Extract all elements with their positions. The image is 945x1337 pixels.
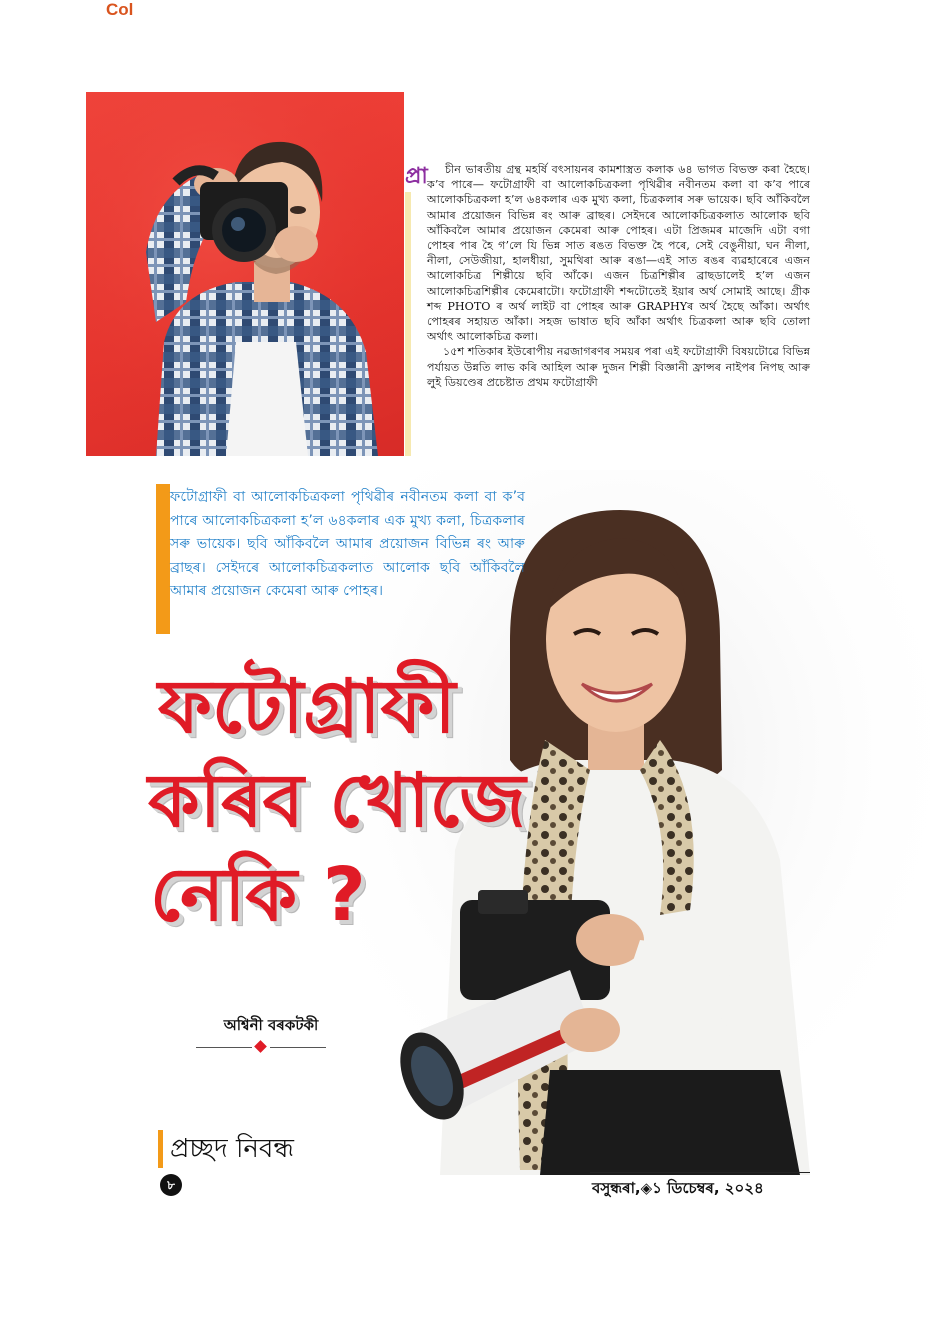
photographer-photo xyxy=(86,92,404,456)
corner-mark: Col xyxy=(106,0,134,19)
article-body xyxy=(427,162,810,390)
author-byline: অশ্বিনী বৰকটকী xyxy=(223,1016,319,1034)
footer-issue-date: বসুন্ধৰা,◈১ ডিচেম্বৰ, ২০২৪ xyxy=(592,1179,764,1197)
byline-rule-right xyxy=(270,1047,326,1048)
byline-rule-left xyxy=(196,1047,252,1048)
headline xyxy=(148,660,528,942)
pull-quote-bar xyxy=(156,484,170,634)
byline-diamond xyxy=(254,1040,267,1053)
pull-quote: ফটোগ্ৰাফী বা আলোকচিত্ৰকলা পৃথিৱীৰ নবীনতম কলা বা ক’ব পাৰে আলোকচিত্ৰকলা হ’ল ৬৪কলাৰ এক মুখ্য কলা, চিত্ৰকলাৰ সৰু ভায়েক। ছবি আঁকিবলৈ আমাৰ প্ৰয়োজন বিভিন্ন ৰং আৰু ব্ৰাছৰ। সেইদৰে আলোকচিত্ৰকলাত আলোক ছবি আঁকিবলৈ আমাৰ প্ৰয়োজন কেমেৰা আৰু পোহৰ। xyxy=(170,489,525,599)
section-label-bar xyxy=(158,1130,163,1168)
body-paragraph: ১৫শ শতিকাৰ ইউৰোপীয় নৱজাগৰণৰ সময়ৰ পৰা এই ফটোগ্ৰাফী বিষয়টোৱে বিভিন্ন পৰ্যায়ত উন্নতি লাভ কৰি আহিল আৰু দুজন শিল্পী বিজ্ঞানী ফ্ৰান্সৰ নাইপৰ নিপছ আৰু লুই ডিয়ণ্ডেৰ প্ৰচেষ্টাত প্ৰথম ফটোগ্ৰাফী xyxy=(427,345,810,389)
accent-rule xyxy=(405,164,411,456)
section-label: প্ৰচ্ছদ নিবন্ধ xyxy=(170,1134,294,1164)
headline-line-1: ফটোগ্ৰাফী xyxy=(158,664,456,750)
headline-line-3: নেকি ? xyxy=(150,852,366,938)
page-number: ৮ xyxy=(160,1174,182,1196)
footer-rule xyxy=(590,1172,810,1173)
body-paragraph: চীন ভাৰতীয় গ্ৰন্থ মহৰ্ষি বৎসায়নৰ কামশাস্ত্ৰত কলাক ৬৪ ভাগত বিভক্ত কৰা হৈছে। ক’ব পাৰে— ফটোগ্ৰাফী বা আলোকচিত্ৰকলা পৃথিৱীৰ নবীনতম কলা বা ক’ব পাৰে আলোকচিত্ৰকলা হ’ল ৬৪কলাৰ এক মুখ্য কলা, চিত্ৰকলাৰ সৰু ভায়েক। ছবি আঁকিবলৈ আমাৰ প্ৰয়োজন বিভিন্ন ৰং আৰু ব্ৰাছৰ। সেইদৰে আলোকচিত্ৰকলাত আলোক ছবি আঁকিবলৈ আমাৰ প্ৰয়োজন কেমেৰা আৰু পোহৰ। এটা প্ৰিজমৰ মাজেদি এটা বগা পোহৰ পাৰ হৈ গ’লে যি ভিন্ন সাত ৰঙত বিভক্ত হৈ পৰে, সেই বেঙুনীয়া, ঘন নীলা, নীলা, সেউজীয়া, হালধীয়া, সুমথিৰা আৰু ৰঙা—এই সাত ৰঙৰ ব্যৱহাৰেৰে এজন আলোকচিত্ৰ শিল্পীয়ে ছবি আঁকে। এজন চিত্ৰশিল্পীৰ ব্ৰাছডালেই হ’ল এজন আলোকচিত্ৰশিল্পীৰ কেমেৰাটো। ফটোগ্ৰাফী শব্দটোতেই ইয়াৰ অৰ্থ সোমাই আছে। গ্ৰীক শব্দ PHOTO ৰ অৰ্থ লাইট বা পোহৰ আৰু GRAPHYৰ অৰ্থ হৈছে আঁকা। অৰ্থাৎ পোহৰৰ সহায়ত আঁকা। সহজ ভাষাত ছবি আঁকা অৰ্থাৎ চিত্ৰকলা আৰু ছবি তোলা অৰ্থাৎ আলোকচিত্ৰ কলা। xyxy=(427,163,810,344)
drop-cap: প্রা xyxy=(405,162,428,192)
headline-line-2: কৰিব খোজে xyxy=(148,758,526,844)
